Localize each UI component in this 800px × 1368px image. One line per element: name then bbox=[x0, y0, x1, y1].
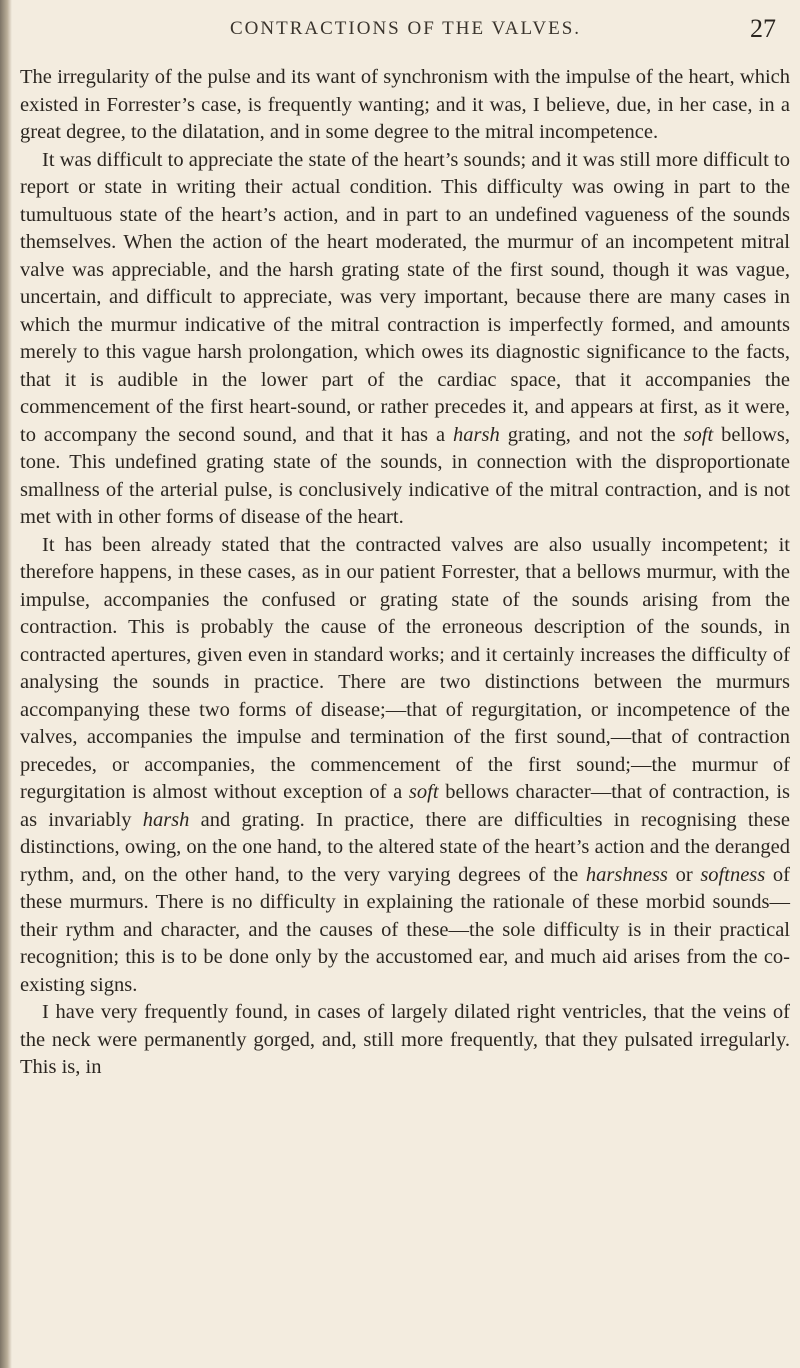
text-segment: or bbox=[667, 863, 701, 886]
text-segment: It was difficult to appreciate the state of the heart’s sounds; and it was still more difficult to report or state in writing their actual condition. This difficulty was owing in part to the tumultuous state of the heart’s action, and in part to an undefined vagueness of the sounds themselves. When the action of the heart moderated, the murmur of an incompetent mitral valve was appreciable, and the harsh grating state of the first sound, though it was vague, uncertain, and difficult to appreciate, was very important, because there are many cases in which the murmur indicative of the mitral contraction is imperfectly formed, and amounts merely to this vague harsh prolongation, which owes its diagnostic significance to the facts, that it is audible in the lower part of the cardiac space, that it accompanies the commencement of the first heart-sound, or rather precedes it, and appears at first, as it were, to accompany the second sound, and that it has a bbox=[20, 148, 790, 446]
text-segment: It has been already stated that the contracted valves are also usually incompetent; it therefore happens, in these cases, as in our patient Forrester, that a bellows murmur, with the impulse, accompanies the confused or grating state of the sounds arising from the contraction. This is probably the cause of the erroneous description of the sounds, in contracted apertures, given even in standard works; and it certainly increases the difficulty of analysing the sounds in practice. There are two distinctions between the murmurs accompanying these two forms of disease;—that of regurgitation, or incompetence of the valves, accompanies the impulse and termination of the first sound,—that of contraction precedes, or accompanies, the commencement of the first sound;—the murmur of regurgitation is almost without exception of a bbox=[20, 533, 790, 803]
text-segment: and grating. In practice, there are difficulties in recognising these distinctions, owing, on the one hand, to the altered state of the heart’s action and the deranged rythm, and, on the other hand, to the very varying degrees of the bbox=[20, 808, 790, 886]
body-text bbox=[20, 64, 790, 1082]
italic-text: soft bbox=[683, 423, 714, 446]
paragraph bbox=[20, 64, 790, 147]
page-header bbox=[0, 10, 800, 50]
text-segment: The irregularity of the pulse and its want of synchronism with the impulse of the heart, which existed in Forrester’s case, is frequently wanting; and it was, I believe, due, in her case, in a great degree, to the dilatation, and in some degree to the mitral incompetence. bbox=[20, 66, 790, 143]
page-gutter-shadow bbox=[0, 0, 12, 1368]
text-segment: of these murmurs. There is no difficulty in explaining the rationale of these morbid sounds—their rythm and character, and the causes of these—the sole difficulty is in their practical recognition; this is to be done only by the accustomed ear, and much aid arises from the co-existing signs. bbox=[20, 863, 791, 996]
italic-text: soft bbox=[408, 781, 439, 803]
italic-text: harshness bbox=[585, 863, 668, 886]
text-segment: I have very frequently found, in cases of largely dilated right ventricles, that the veins of the neck were permanently gorged, and, still more frequently, that they pulsated irregularly. This is, in bbox=[20, 1001, 790, 1078]
paragraph bbox=[20, 999, 790, 1082]
paragraph bbox=[20, 532, 790, 1000]
paragraph bbox=[20, 147, 790, 532]
italic-text: harsh bbox=[142, 808, 190, 831]
page-number: 27 bbox=[750, 14, 776, 43]
text-segment: bellows, tone. This undefined grating state of the sounds, in connection with the disproportionate smallness of the arterial pulse, is conclusively indicative of the mitral contraction, and is not met with in other forms of disease of the heart. bbox=[20, 423, 791, 528]
text-segment: bellows character—that of contraction, is as invariably bbox=[20, 781, 790, 831]
italic-text: harsh bbox=[453, 423, 500, 446]
italic-text: softness bbox=[700, 863, 766, 886]
text-segment: grating, and not the bbox=[499, 423, 684, 446]
running-head: CONTRACTIONS OF THE VALVES. bbox=[230, 18, 582, 39]
